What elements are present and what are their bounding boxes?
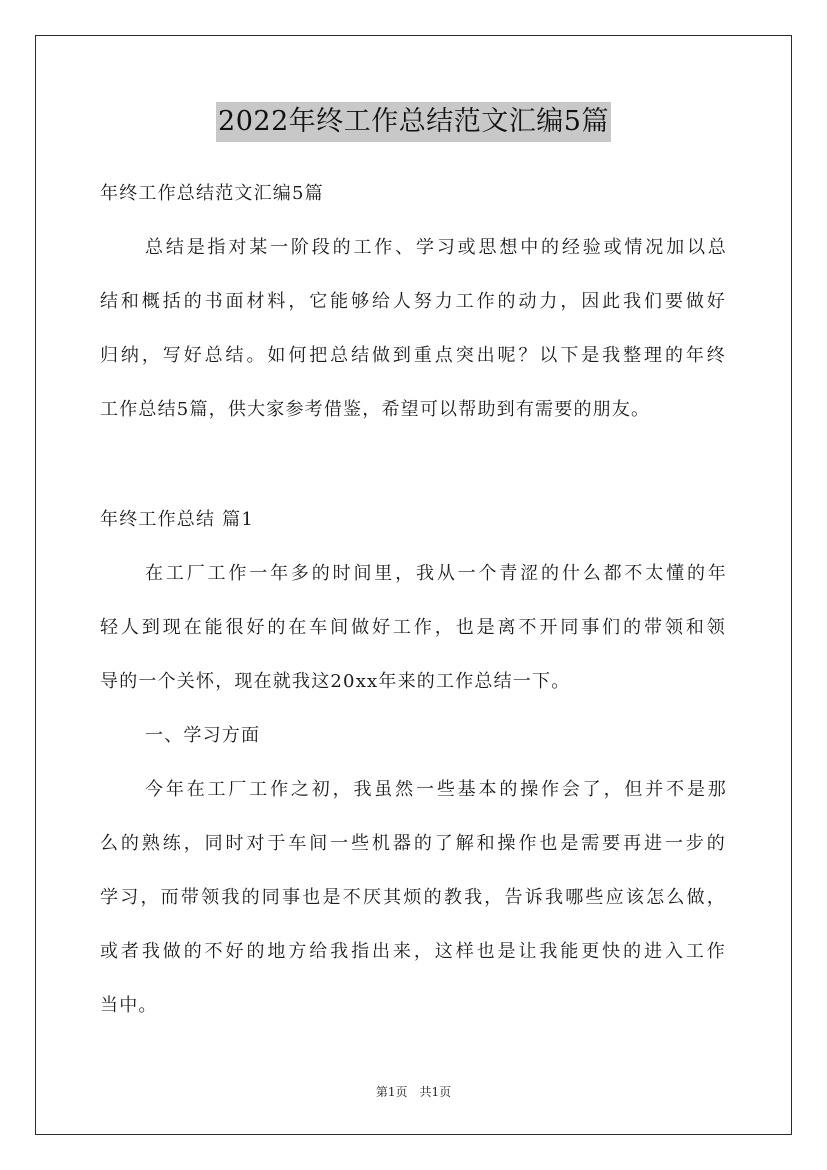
intro-line: 归纳，写好总结。如何把总结做到重点突出呢？以下是我整理的年终 (100, 345, 726, 366)
paragraph-line: 今年在工厂工作之初，我虽然一些基本的操作会了，但并不是那 (145, 779, 727, 800)
intro-line: 结和概括的书面材料，它能够给人努力工作的动力，因此我们要做好 (100, 291, 726, 312)
paragraph-line: 导的一个关怀，现在就我这20xx年来的工作总结一下。 (100, 671, 571, 692)
paragraph-line: 学习，而带领我的同事也是不厌其烦的教我，告诉我哪些应该怎么做， (100, 887, 726, 908)
page-number: 第1页 共1页 (375, 1085, 452, 1099)
paragraph-line: 或者我做的不好的地方给我指出来，这样也是让我能更快的进入工作 (100, 941, 726, 962)
intro-line: 工作总结5篇，供大家参考借鉴，希望可以帮助到有需要的朋友。 (100, 399, 651, 420)
title-container (0, 102, 827, 142)
document-title: 2022年终工作总结范文汇编5篇 (216, 102, 611, 142)
document-subtitle: 年终工作总结范文汇编5篇 (100, 183, 324, 204)
paragraph-line: 在工厂工作一年多的时间里，我从一个青涩的什么都不太懂的年 (145, 563, 727, 584)
subheading: 一、学习方面 (145, 725, 261, 746)
paragraph-line: 轻人到现在能很好的在车间做好工作，也是离不开同事们的带领和领 (100, 617, 726, 638)
paragraph-line: 当中。 (100, 995, 158, 1016)
paragraph-line: 么的熟练，同时对于车间一些机器的了解和操作也是需要再进一步的 (100, 833, 726, 854)
section-heading: 年终工作总结 篇1 (100, 509, 254, 530)
intro-line: 总结是指对某一阶段的工作、学习或思想中的经验或情况加以总 (145, 237, 727, 258)
